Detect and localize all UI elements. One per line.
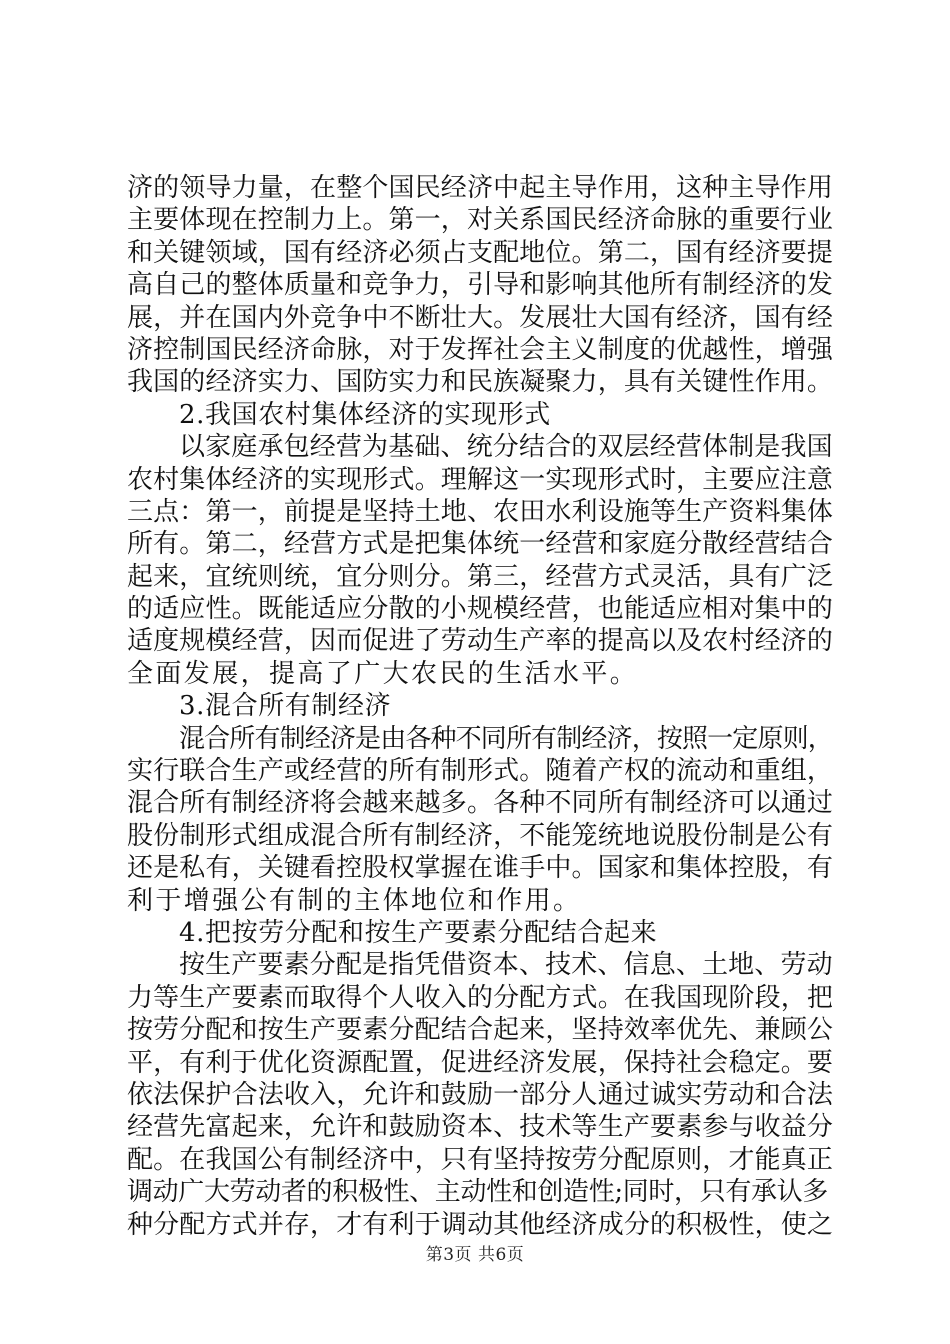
text-line: 起来，宜统则统，宜分则分。第三，经营方式灵活，具有广泛 (127, 561, 834, 592)
text-line: 我国的经济实力、国防实力和民族凝聚力，具有关键性作用。 (127, 367, 834, 398)
text-line: 全面发展，提高了广大农民的生活水平。 (127, 658, 639, 689)
text-line: 实行联合生产或经营的所有制形式。随着产权的流动和重组， (127, 756, 834, 787)
text-line: 按生产要素分配是指凭借资本、技术、信息、土地、劳动 (179, 950, 833, 981)
text-line: 利于增强公有制的主体地位和作用。 (127, 885, 582, 916)
document-body (127, 172, 833, 1241)
text-line: 三点：第一，前提是坚持土地、农田水利设施等生产资料集体 (127, 496, 834, 527)
text-line: 还是私有，关键看控股权掌握在谁手中。国家和集体控股，有 (127, 853, 834, 884)
text-line: 种分配方式并存，才有利于调动其他经济成分的积极性，使之 (127, 1209, 834, 1240)
text-line: 高自己的整体质量和竞争力，引导和影响其他所有制经济的发 (127, 270, 834, 301)
text-line: 混合所有制经济将会越来越多。各种不同所有制经济可以通过 (127, 788, 834, 819)
text-line: 以家庭承包经营为基础、统分结合的双层经营体制是我国 (179, 432, 833, 463)
text-line: 经营先富起来，允许和鼓励资本、技术等生产要素参与收益分 (127, 1112, 834, 1143)
text-line: 股份制形式组成混合所有制经济，不能笼统地说股份制是公有 (127, 820, 834, 851)
text-line: 的适应性。既能适应分散的小规模经营，也能适应相对集中的 (127, 594, 834, 625)
text-line: 济控制国民经济命脉，对于发挥社会主义制度的优越性，增强 (127, 334, 834, 365)
section-heading: 3.混合所有制经济 (179, 691, 392, 722)
text-line: 配。在我国公有制经济中，只有坚持按劳分配原则，才能真正 (127, 1144, 834, 1175)
text-line: 所有。第二，经营方式是把集体统一经营和家庭分散经营结合 (127, 529, 834, 560)
text-line: 主要体现在控制力上。第一，对关系国民经济命脉的重要行业 (127, 205, 834, 236)
text-line: 平，有利于优化资源配置，促进经济发展，保持社会稳定。要 (127, 1047, 834, 1078)
text-line: 调动广大劳动者的积极性、主动性和创造性;同时，只有承认多 (127, 1177, 828, 1208)
section-heading: 2.我国农村集体经济的实现形式 (179, 399, 551, 430)
text-line: 和关键领域，国有经济必须占支配地位。第二，国有经济要提 (127, 237, 834, 268)
text-line: 力等生产要素而取得个人收入的分配方式。在我国现阶段，把 (127, 982, 834, 1013)
text-line: 依法保护合法收入，允许和鼓励一部分人通过诚实劳动和合法 (127, 1079, 834, 1110)
text-line: 展，并在国内外竞争中不断壮大。发展壮大国有经济，国有经 (127, 302, 834, 333)
section-heading: 4.把按劳分配和按生产要素分配结合起来 (179, 917, 658, 948)
page-footer: 第3页 共6页 (425, 1245, 525, 1265)
text-line: 济的领导力量，在整个国民经济中起主导作用，这种主导作用 (127, 173, 834, 203)
text-line: 按劳分配和按生产要素分配结合起来，坚持效率优先、兼顾公 (127, 1015, 834, 1046)
text-line: 适度规模经营，因而促进了劳动生产率的提高以及农村经济的 (127, 626, 834, 657)
text-line: 混合所有制经济是由各种不同所有制经济，按照一定原则， (179, 723, 833, 754)
text-line: 农村集体经济的实现形式。理解这一实现形式时，主要应注意 (127, 464, 834, 495)
